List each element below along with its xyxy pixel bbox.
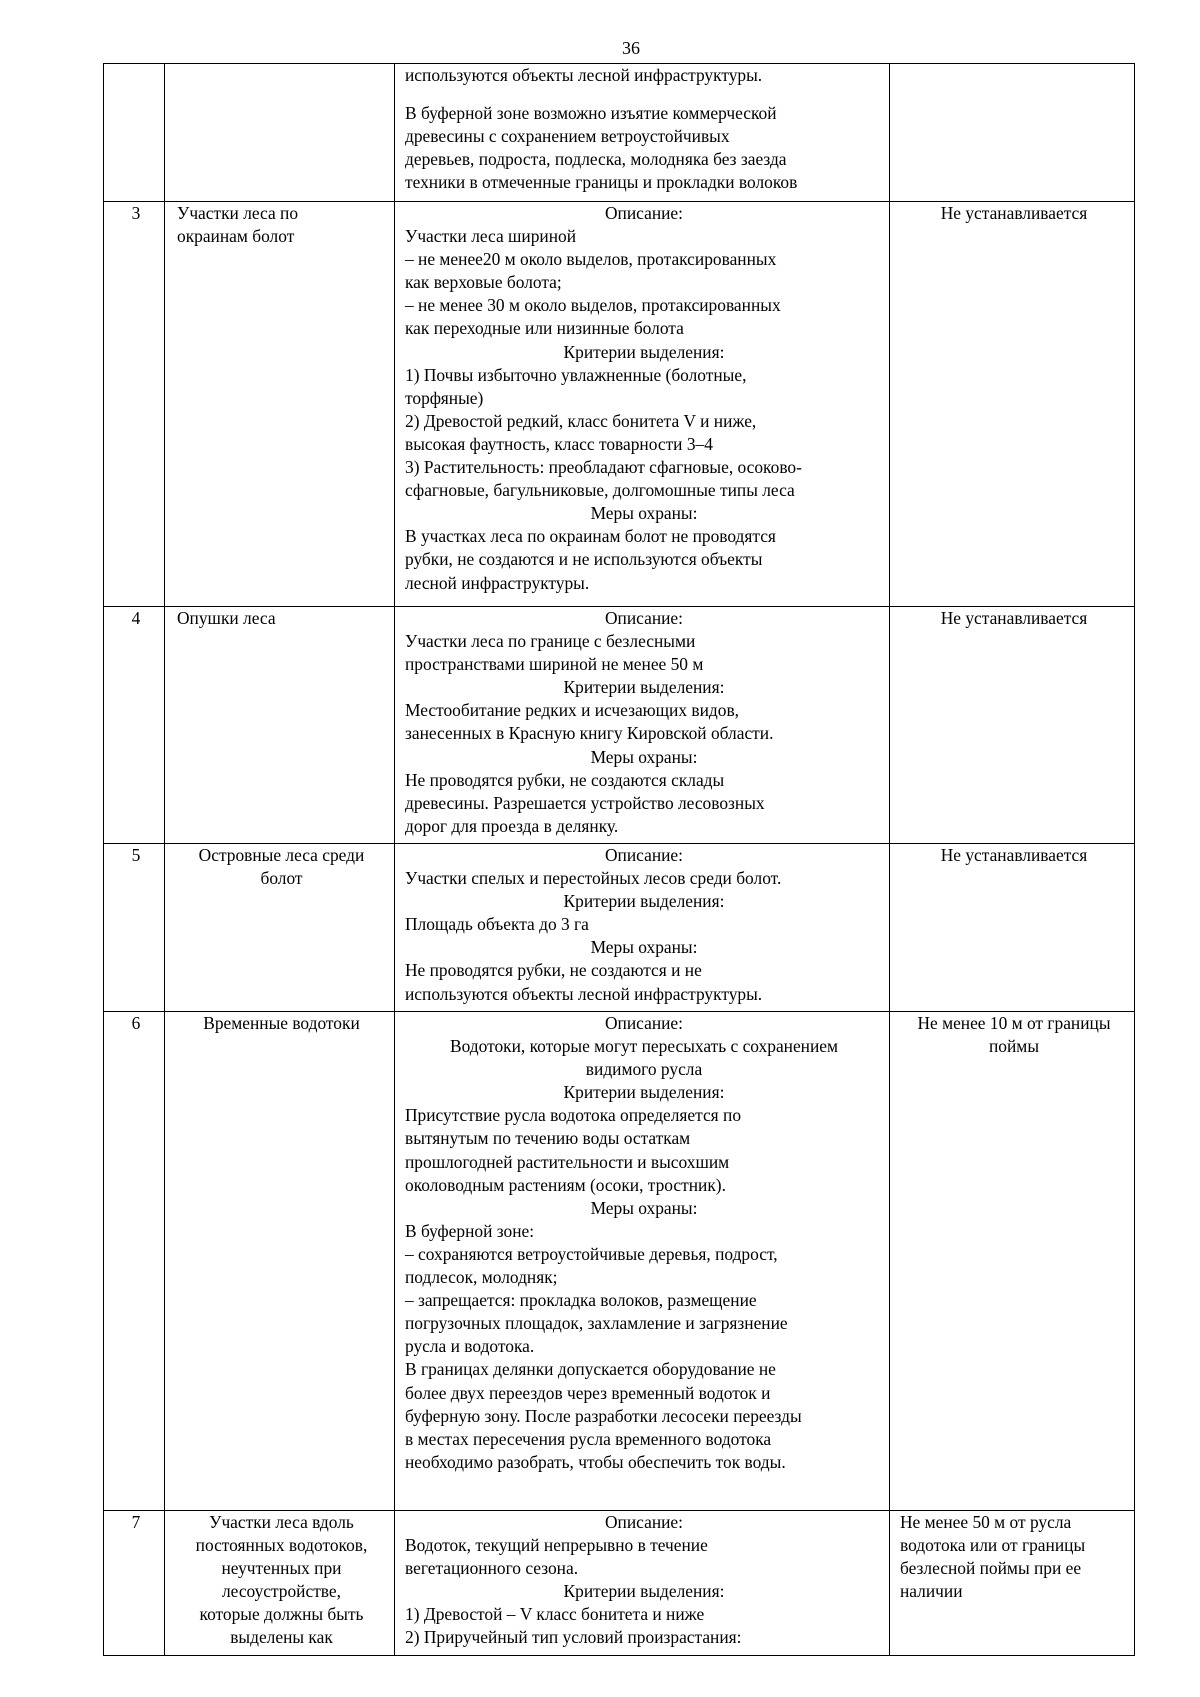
object-name-line: неучтенных при — [221, 1558, 342, 1579]
section-heading: Меры охраны: — [590, 746, 698, 767]
section-heading: Описание: — [605, 1512, 683, 1532]
description-line: торфяные) — [405, 387, 484, 408]
description-line: В границах делянки допускается оборудование не — [405, 1359, 776, 1380]
object-name-line: окраинам болот — [177, 226, 295, 247]
section-heading: Меры охраны: — [590, 503, 698, 524]
table-row — [104, 1511, 1135, 1656]
object-name-line: Опушки леса — [177, 608, 276, 628]
buffer-zone-line: Не устанавливается — [940, 845, 1088, 865]
object-name-cell — [165, 1511, 395, 1656]
description-line: необходимо разобрать, чтобы обеспечить ток воды. — [405, 1451, 786, 1472]
description-line: прошлогодней растительности и высохшим — [405, 1151, 730, 1172]
section-heading: Описание: — [605, 845, 683, 865]
description-line: как переходные или низинные болота — [405, 318, 684, 339]
object-name-line: Островные леса среди — [198, 845, 365, 865]
section-heading: Меры охраны: — [590, 1197, 698, 1218]
row-number-cell — [104, 1511, 165, 1656]
row-number-cell — [104, 202, 165, 607]
object-name-line: Временные водотоки — [203, 1013, 360, 1033]
description-cell — [395, 1012, 890, 1511]
description-line: Не проводятся рубки, не создаются склады — [405, 769, 725, 790]
description-line: как верховые болота; — [405, 272, 562, 293]
description-line: в местах пересечения русла временного водотока — [405, 1428, 772, 1449]
object-name-line: которые должны быть — [199, 1604, 364, 1625]
description-line: Присутствие русла водотока определяется по — [405, 1105, 742, 1126]
buffer-zone-cell — [890, 1511, 1135, 1656]
object-name-line: Участки леса вдоль — [209, 1512, 354, 1532]
description-cell — [395, 607, 890, 844]
row-number: 7 — [131, 1512, 141, 1532]
description-line: высокая фаутность, класс товарности 3–4 — [405, 433, 713, 454]
page-number: 36 — [622, 38, 640, 58]
section-heading: Описание: — [605, 203, 683, 223]
buffer-zone-line: поймы — [989, 1036, 1039, 1057]
description-line: Участки леса по границе с безлесными — [405, 631, 696, 652]
object-name-line: выделены как — [230, 1627, 333, 1648]
description-line: русла и водотока. — [405, 1336, 535, 1357]
row-number-cell — [104, 1012, 165, 1511]
object-name-cell — [165, 202, 395, 607]
description-line: околоводным растениям (осоки, тростник). — [405, 1174, 726, 1195]
description-line: 3) Растительность: преобладают сфагновые, осоково- — [405, 457, 802, 478]
buffer-zone-cell — [890, 64, 1135, 202]
table-row — [104, 1012, 1135, 1511]
row-number-cell — [104, 64, 165, 202]
description-line: сфагновые, багульниковые, долгомошные типы леса — [405, 480, 795, 501]
object-name-cell — [165, 844, 395, 1012]
paragraph-gap — [405, 87, 883, 102]
description-line: В буферной зоне: — [405, 1220, 535, 1241]
object-name-cell — [165, 1012, 395, 1511]
description-line: 1) Почвы избыточно увлажненные (болотные, — [405, 364, 747, 385]
section-heading: Описание: — [605, 1013, 683, 1033]
row-number: 4 — [131, 608, 141, 628]
description-line: вытянутым по течению воды остаткам — [405, 1128, 691, 1149]
description-line: занесенных в Красную книгу Кировской области. — [405, 723, 774, 744]
section-heading: Критерии выделения: — [563, 341, 725, 362]
description-line: – сохраняются ветроустойчивые деревья, подрост, — [405, 1243, 778, 1264]
buffer-zone-line: Не менее 10 м от границы — [917, 1013, 1111, 1033]
section-heading: Критерии выделения: — [563, 1581, 725, 1602]
description-line: Площадь объекта до 3 га — [405, 914, 589, 935]
buffer-zone-cell — [890, 202, 1135, 607]
description-cell — [395, 1511, 890, 1656]
forest-objects-table — [103, 63, 1135, 1656]
description-line: Не проводятся рубки, не создаются и не — [405, 960, 702, 981]
object-name-cell — [165, 64, 395, 202]
section-heading: Критерии выделения: — [563, 891, 725, 912]
row-number-cell — [104, 844, 165, 1012]
description-cell — [395, 64, 890, 202]
section-heading: Меры охраны: — [590, 937, 698, 958]
description-line: погрузочных площадок, захламление и загрязнение — [405, 1313, 788, 1334]
description-line: используются объекты лесной инфраструктуры. — [405, 983, 763, 1004]
description-line: 1) Древостой – V класс бонитета и ниже — [405, 1604, 705, 1625]
description-line: техники в отмеченные границы и прокладки волоков — [405, 172, 798, 193]
object-name-line: лесоустройстве, — [221, 1581, 341, 1602]
description-line: В буферной зоне возможно изъятие коммерческой — [405, 103, 777, 124]
description-line: Участки спелых и перестойных лесов среди болот. — [405, 868, 782, 889]
table-row — [104, 844, 1135, 1012]
description-line: – не менее 30 м около выделов, протаксированных — [405, 295, 781, 316]
section-heading: Критерии выделения: — [563, 1082, 725, 1103]
buffer-zone-cell — [890, 844, 1135, 1012]
object-name-line: болот — [260, 868, 303, 889]
table-row — [104, 202, 1135, 607]
object-name-cell — [165, 607, 395, 844]
buffer-zone-line: наличии — [900, 1581, 963, 1602]
description-cell — [395, 844, 890, 1012]
row-number-cell — [104, 607, 165, 844]
description-line: Местообитание редких и исчезающих видов, — [405, 700, 740, 721]
buffer-zone-cell — [890, 1012, 1135, 1511]
description-line: лесной инфраструктуры. — [405, 572, 590, 593]
buffer-zone-line: безлесной поймы при ее — [900, 1558, 1082, 1579]
description-line: 2) Приручейный тип условий произрастания: — [405, 1627, 742, 1648]
section-heading: Критерии выделения: — [563, 677, 725, 698]
row-number: 3 — [131, 203, 141, 223]
buffer-zone-line: Не менее 50 м от русла — [900, 1512, 1072, 1532]
description-line: В участках леса по окраинам болот не проводятся — [405, 526, 776, 547]
description-cell — [395, 202, 890, 607]
section-heading: Водотоки, которые могут пересыхать с сохранением — [449, 1036, 839, 1057]
description-line: рубки, не создаются и не используются объекты — [405, 549, 763, 570]
buffer-zone-line: Не устанавливается — [940, 608, 1088, 628]
section-heading: Описание: — [605, 608, 683, 628]
description-line: дорог для проезда в делянку. — [405, 815, 619, 836]
description-line: Участки леса шириной — [405, 226, 577, 247]
row-number: 6 — [131, 1013, 141, 1033]
description-line: древесины с сохранением ветроустойчивых — [405, 126, 730, 147]
row-number: 5 — [131, 845, 141, 865]
description-line: деревьев, подроста, подлеска, молодняка без заезда — [405, 149, 787, 170]
description-line: подлесок, молодняк; — [405, 1267, 558, 1288]
buffer-zone-line: Не устанавливается — [940, 203, 1088, 223]
object-name-line: постоянных водотоков, — [195, 1535, 368, 1556]
section-heading: видимого русла — [585, 1059, 703, 1080]
table-row — [104, 607, 1135, 844]
buffer-zone-line: водотока или от границы — [900, 1535, 1086, 1556]
description-line: более двух переездов через временный водоток и — [405, 1382, 771, 1403]
description-line: Водоток, текущий непрерывно в течение — [405, 1535, 708, 1556]
description-line: буферную зону. После разработки лесосеки переезды — [405, 1405, 802, 1426]
description-line: 2) Древостой редкий, класс бонитета V и ниже, — [405, 410, 757, 431]
description-line: вегетационного сезона. — [405, 1558, 579, 1579]
description-line: – запрещается: прокладка волоков, размещение — [405, 1290, 757, 1311]
description-line: – не менее20 м около выделов, протаксированных — [405, 249, 777, 270]
description-line: пространствами шириной не менее 50 м — [405, 654, 704, 675]
description-line: древесины. Разрешается устройство лесовозных — [405, 792, 765, 813]
buffer-zone-cell — [890, 607, 1135, 844]
object-name-line: Участки леса по — [177, 203, 299, 223]
description-line: используются объекты лесной инфраструктуры. — [405, 65, 763, 85]
table-row — [104, 64, 1135, 202]
